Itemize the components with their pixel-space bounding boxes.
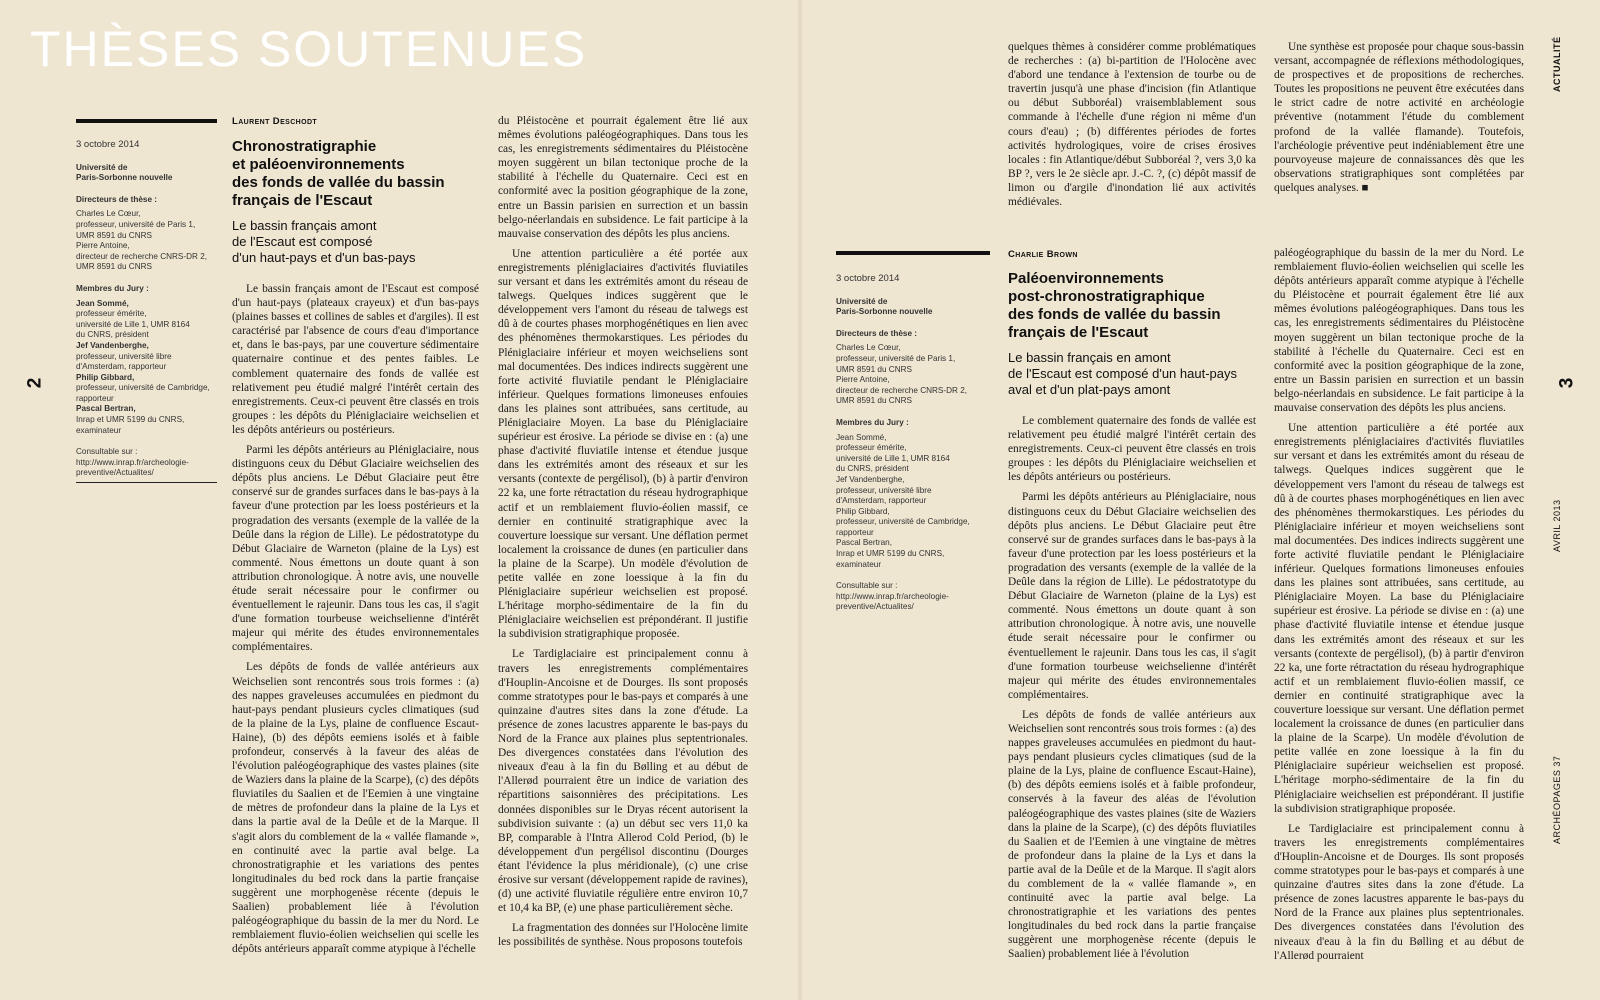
author-name: Charlie Brown <box>1008 249 1078 260</box>
directors-label: Directeurs de thèse : <box>76 194 157 204</box>
director-1: Charles Le Cœur, professeur, université de Paris 1, UMR 8591 du CNRS <box>836 343 956 374</box>
side-section-label: ACTUALITÉ <box>1552 36 1562 92</box>
consult-link[interactable]: Consultable sur : http://www.inrap.fr/archeologie- preventive/Actualites/ <box>836 581 949 612</box>
page-number-right: 3 <box>1556 377 1578 389</box>
thesis-meta-right <box>836 274 996 613</box>
author-rule <box>836 251 990 255</box>
side-issue-date: AVRIL 2013 <box>1552 499 1562 552</box>
jury-member-name: Philip Gibbard, <box>76 372 135 382</box>
defense-date: 3 octobre 2014 <box>836 273 900 284</box>
jury-member-info: Philip Gibbard, professeur, université de Cambridge, rapporteur <box>836 506 970 537</box>
jury-member-info: Jean Sommé, professeur émérite, université de Lille 1, UMR 8164 du CNRS, président <box>836 432 950 474</box>
section-title: THÈSES SOUTENUES <box>30 21 588 77</box>
paragraph: du Pléistocène et pourrait également être lié aux mêmes évolutions paléogéographiques. Dans tous les cas, les enregistrements sédimentaires du Pléistocène moyen suggèrent un bilan tectonique proche de la stabilité à l'échelle du Quaternaire. Ceci est en conformité avec la position géographique de la zone, entre un Bassin parisien en surrection et un bassin belgo-néerlandais en subsidence. Le fait participe à la mauvaise conservation des dépôts les plus anciens. <box>498 115 748 240</box>
university: Université de Paris-Sorbonne nouvelle <box>836 296 933 317</box>
left-page <box>0 0 798 1000</box>
jury-member-name: Jean Sommé, <box>76 298 129 308</box>
jury-label: Membres du Jury : <box>836 417 909 427</box>
continued-column-1 <box>1008 40 1256 209</box>
body-column-1 <box>232 282 479 958</box>
jury-member-info: professeur, université de Cambridge, rapporteur <box>76 383 210 403</box>
jury-member-name: Pascal Bertran, <box>76 404 136 414</box>
paragraph: Le Tardiglaciaire est principalement connu à travers les enregistrements complémentaires d'Houplin-Ancoisne et de Dourges. Ils sont proposés comme stratotypes pour le bas-pays et comparés à une quinzaine d'autres sites dans la zone d'étude. La présence de zones lacustres apparente le bas-pays du Nord de la France aux plaines plus septentrionales. Des divergences constatées dans l'évolution des niveaux d'eau à la fin du Bølling et au début de l'Allerød pourraient <box>1274 822 1524 962</box>
article-subtitle: Le bassin français amont de l'Escaut est composé d'un haut-pays et d'un bas-pays <box>232 218 416 265</box>
jury-member-info: Jef Vandenberghe, professeur, université libre d'Amsterdam, rapporteur <box>836 474 932 506</box>
directors-label: Directeurs de thèse : <box>836 328 917 338</box>
jury-member-info: professeur émérite, université de Lille 1, UMR 8164 du CNRS, président <box>76 309 190 340</box>
jury-member-name: Jef Vandenberghe, <box>76 340 149 350</box>
defense-date: 3 octobre 2014 <box>76 139 140 150</box>
paragraph: Les dépôts de fonds de vallée antérieurs aux Weichselien sont rencontrés sous trois formes : (a) des nappes graveleuses accumulées en piedmont du haut-pays pendant plusieurs cycles climatiques (sud de la plaine de la Lys, plaine de confluence Escaut-Haine), (b) des dépôts eemiens isolés et à faible profondeur, conservés à la faveur des aléas de l'évolution paléogéographique des vastes plaines (site de Waziers dans la plaine de la Scarpe), (c) des dépôts fluviatiles du Saalien et de l'Eemien à une vingtaine de mètres de profondeur dans la plaine de la Lys et dans la partie aval de la Deûle et de la Marque. Il s'agit alors du comblement de la « vallée flamande », en continuité avec la partie aval belge. La chronostratigraphie et les variations des pentes longitudinales du bed rock dans la partie française suggèrent une morphogenèse récente (depuis le Saalien) probablement liée à l'évolution paléogéographique du bassin de la mer du Nord. Le remblaiement fluvio-éolien weichselien qui scelle les dépôts antérieurs apparaît comme atypique à l'échelle <box>232 661 479 956</box>
paragraph: Parmi les dépôts antérieurs au Pléniglaciaire, nous distinguons ceux du Début Glaciaire weichselien des dépôts plus anciens. Le Début Glaciaire peut être conservé sur de grandes surfaces dans le bas-pays à la faveur d'une protection par les loess postérieurs et la progradation des versants (exemple de la vallée de la Deûle dans la région de Lille). Le pédostratotype du Début Glaciaire de Warneton (plaine de la Lys) est commenté. Nous émettons un doute quant à son attribution chronologique. À notre avis, une nouvelle étude serait nécessaire pour le confirmer ou éventuellement le rajeunir. Dans tous les cas, il s'agit d'une formation tourbeuse weichselienne d'intérêt majeur qui mérite des études environnementales complémentaires. <box>1008 491 1256 701</box>
university: Université de Paris-Sorbonne nouvelle <box>76 162 173 183</box>
body-column-2 <box>498 114 748 958</box>
directors-list <box>836 343 996 407</box>
paragraph: La fragmentation des données sur l'Holocène limite les possibilités de synthèse. Nous proposons toutefois <box>498 922 748 949</box>
paragraph: Parmi les dépôts antérieurs au Pléniglaciaire, nous distinguons ceux du Début Glaciaire weichselien des dépôts plus anciens. Le Début Glaciaire peut être conservé sur de grandes surfaces dans le bas-pays à la faveur d'une protection par les loess postérieurs et la progradation des versants (exemple de la vallée de la Deûle dans la région de Lille). Le pédostratotype du Début Glaciaire de Warneton (plaine de la Lys) est commenté. Nous émettons un doute quant à son attribution chronologique. À notre avis, une nouvelle étude serait nécessaire pour le confirmer ou éventuellement le rajeunir. Dans tous les cas, il s'agit d'une formation tourbeuse weichselienne d'intérêt majeur qui mérite des études environnementales complémentaires. <box>232 444 479 654</box>
paragraph: Le comblement quaternaire des fonds de vallée est relativement peu étudié malgré l'intérêt certain des enregistrements. Ceux-ci peuvent être classés en trois groupes : les dépôts du Pléniglaciaire weichselien et les dépôts antérieurs ou postérieurs. <box>1008 415 1256 484</box>
body-column-2 <box>1274 246 1524 962</box>
consult-link[interactable]: Consultable sur : http://www.inrap.fr/archeologie- preventive/Actualites/ <box>76 447 189 478</box>
thesis-meta-left <box>76 140 226 479</box>
jury-member-info: Pascal Bertran, Inrap et UMR 5199 du CNRS, examinateur <box>836 538 945 569</box>
continued-column-2 <box>1274 40 1524 200</box>
paragraph: paléogéographique du bassin de la mer du Nord. Le remblaiement fluvio-éolien weichselien qui scelle les dépôts antérieurs apparaît comme atypique à l'échelle du Pléistocène et pourrait également être lié aux mêmes évolutions paléogéographiques. Dans tous les cas, les enregistrements sédimentaires du Pléistocène moyen suggèrent un bilan tectonique proche de la stabilité à l'échelle du Quaternaire. Ceci est en conformité avec la position géographique de la zone, entre un Bassin parisien en surrection et un bassin belgo-néerlandais en subsidence. Le fait participe à la mauvaise conservation des dépôts les plus anciens. <box>1274 247 1524 415</box>
paragraph: Une attention particulière a été portée aux enregistrements pléniglaciaires d'activités fluviatiles sur versant et dans les extrémités amont du réseau de talwegs. Quelques indices suggèrent que le développement vers l'amont du réseau de talwegs est dû à de courtes phases morphogénétiques en lien avec des phénomènes thermokarstiques. Les périodes du Pléniglaciaire inférieur et moyen weichseliens sont mal documentées. Des indices indirects suggèrent une forte activité fluviatile pendant le Pléniglaciaire inférieur. Quelques formations limoneuses enfouies dans les plaines sont attribuées, sans certitude, au Pléniglaciaire Moyen. La base du Pléniglaciaire supérieur est érosive. La période se divise en : (a) une phase d'activité fluviatile intense et étendue jusque dans les extrémités amont des réseaux et sur les versants (contexte de pergélisol), (b) à partir d'environ 22 ka, une forte rétractation du réseau hydrographique actif et un remblaiement fluvio-éolien massif, ce dernier en continuité stratigraphique avec la couverture loessique sur versant. Une déflation permet localement la croissance de dunes (en particulier dans la plaine de la Scarpe). Un modèle d'évolution de petite vallée en zone loessique à la fin du Pléniglaciaire supérieur weichselien est proposé. L'héritage morpho-sédimentaire de la fin du Pléniglaciaire weichselien est prépondérant. Il justifie la subdivision stratigraphique proposée. <box>1274 422 1524 815</box>
paragraph: Le Tardiglaciaire est principalement connu à travers les enregistrements complémentaires d'Houplin-Ancoisne et de Dourges. Ils sont proposés comme stratotypes pour le bas-pays et comparés à une quinzaine d'autres sites dans la zone d'étude. La présence de zones lacustres apparente le bas-pays du Nord de la France aux plaines plus septentrionales. Des divergences constatées dans l'évolution des niveaux d'eau à la fin du Bølling et au début de l'Allerød pourraient être un indice de variation des répartitions saisonnières des précipitations. Les données disponibles sur le Dryas récent autorisent la subdivision suivante : (a) un début sec vers 11,0 ka BP, comparable à l'Intra Allerod Cold Period, (b) le développement d'un pergélisol discontinu (Dourges étant l'évidence la plus méridionale), (c) une crise érosive sur versant (développement rapide de ravines), (d) une activité fluviatile régulière entre environ 10,7 et 10,4 ka BP, (e) une phase particulièrement sèche. <box>498 648 748 915</box>
side-publication: ARCHÉOPAGES 37 <box>1552 755 1562 844</box>
right-page <box>802 0 1600 1000</box>
director-2: Pierre Antoine, directeur de recherche CNRS-DR 2, UMR 8591 du CNRS <box>76 241 208 272</box>
paragraph: quelques thèmes à considérer comme problématiques de recherches : (a) bi-partition de l'Holocène avec d'abord une tendance à l'extension de tourbe ou de travertin jusqu'à une phase d'incision (fin Atlantique ou début Subboréal) vraisemblablement sous commande à l'échelle d'une région ni même d'un cours d'eau) ; (b) différentes périodes de fortes activités hydrologiques, voire de crises érosives locales : fin Atlantique/début Subboréal ?, vers 3,0 ka BP ?, vers le 2e siècle apr. J.-C. ?, (c) dépôt massif de limon ou d'argile d'inondation lié aux activités médiévales. <box>1008 41 1256 209</box>
jury-member-info: Inrap et UMR 5199 du CNRS, examinateur <box>76 415 185 435</box>
body-column-1 <box>1008 414 1256 961</box>
jury-label: Membres du Jury : <box>76 283 149 293</box>
paragraph: Le bassin français amont de l'Escaut est composé d'un haut-pays (plateaux crayeux) et d'un bas-pays (plaines basses et collines de sables et d'argiles). Il est caractérisé par l'absence de cours d'eau d'importance et, dans le bas-pays, par une couverture sédimentaire quaternaire continue et des pentes faibles. Le comblement quaternaire des fonds de vallée est relativement peu étudié malgré l'intérêt certain des enregistrements. Ceux-ci peuvent être classés en trois groupes : les dépôts du Pléniglaciaire weichselien et les dépôts antérieurs ou postérieurs. <box>232 283 479 436</box>
paragraph: Une synthèse est proposée pour chaque sous-bassin versant, accompagnée de réflexions méthodologiques, de prospectives et de propositions de recherches. Toutes les propositions ne peuvent être exécutées dans le strict cadre de notre activité en archéologie préventive (notamment l'étude du comblement profond de la vallée flamande). Toutefois, l'archéologie préventive peut indéniablement être une pourvoyeuse majeure de connaissances dès que les observations stratigraphiques sont complétées par quelques analyses. ■ <box>1274 41 1524 194</box>
director-2: Pierre Antoine, directeur de recherche CNRS-DR 2, UMR 8591 du CNRS <box>836 375 968 406</box>
article-title: Paléoenvironnements post-chronostratigraphique des fonds de vallée du bassin français de l'Escaut <box>1008 270 1221 341</box>
jury-list <box>836 433 996 571</box>
article-title: Chronostratigraphie et paléoenvironnements des fonds de vallée du bassin français de l'Escaut <box>232 138 445 209</box>
author-rule <box>76 119 217 123</box>
author-name: Laurent Deschodt <box>232 116 318 127</box>
article-subtitle: Le bassin français en amont de l'Escaut est composé d'un haut-pays aval et d'un plat-pays amont <box>1008 350 1237 397</box>
paragraph: Les dépôts de fonds de vallée antérieurs aux Weichselien sont rencontrés sous trois formes : (a) des nappes graveleuses accumulées en piedmont du haut-pays pendant plusieurs cycles climatiques (sud de la plaine de la Lys, plaine de confluence Escaut-Haine), (b) des dépôts eemiens isolés et à faible profondeur, conservés à la faveur des aléas de l'évolution paléogéographique des vastes plaines (site de Waziers dans la plaine de la Scarpe), (c) des dépôts fluviatiles du Saalien et de l'Eemien à une vingtaine de mètres de profondeur dans la plaine de la Lys et dans la partie aval de la Deûle et de la Marque. Il s'agit alors du comblement de la « vallée flamande », en continuité avec la partie aval belge. La chronostratigraphie et les variations des pentes longitudinales du bed rock dans la partie française suggèrent une morphogenèse récente (depuis le Saalien) probablement liée à l'évolution <box>1008 708 1256 961</box>
jury-list <box>76 299 226 437</box>
page-number-left: 2 <box>24 377 46 389</box>
director-1: Charles Le Cœur, professeur, université de Paris 1, UMR 8591 du CNRS <box>76 209 196 240</box>
directors-list <box>76 209 226 273</box>
jury-member-info: professeur, université libre d'Amsterdam, rapporteur <box>76 351 172 372</box>
meta-rule-bottom <box>76 482 217 483</box>
paragraph: Une attention particulière a été portée aux enregistrements pléniglaciaires d'activités fluviatiles sur versant et dans les extrémités amont du réseau de talwegs. Quelques indices suggèrent que le développement vers l'amont du réseau de talwegs est dû à de courtes phases morphogénétiques en lien avec des phénomènes thermokarstiques. Les périodes du Pléniglaciaire inférieur et moyen weichseliens sont mal documentées. Des indices indirects suggèrent une forte activité fluviatile pendant le Pléniglaciaire inférieur. Quelques formations limoneuses enfouies dans les plaines sont attribuées, sans certitude, au Pléniglaciaire Moyen. La base du Pléniglaciaire supérieur est érosive. La période se divise en : (a) une phase d'activité fluviatile intense et étendue jusque dans les extrémités amont des réseaux et sur les versants (contexte de pergélisol), (b) à partir d'environ 22 ka, une forte rétractation du réseau hydrographique actif et un remblaiement fluvio-éolien massif, ce dernier en continuité stratigraphique avec la couverture loessique sur versant. Une déflation permet localement la croissance de dunes (en particulier dans la plaine de la Scarpe). Un modèle d'évolution de petite vallée en zone loessique à la fin du Pléniglaciaire supérieur weichselien est proposé. L'héritage morpho-sédimentaire de la fin du Pléniglaciaire weichselien est prépondérant. Il justifie la subdivision stratigraphique proposée. <box>498 247 748 641</box>
